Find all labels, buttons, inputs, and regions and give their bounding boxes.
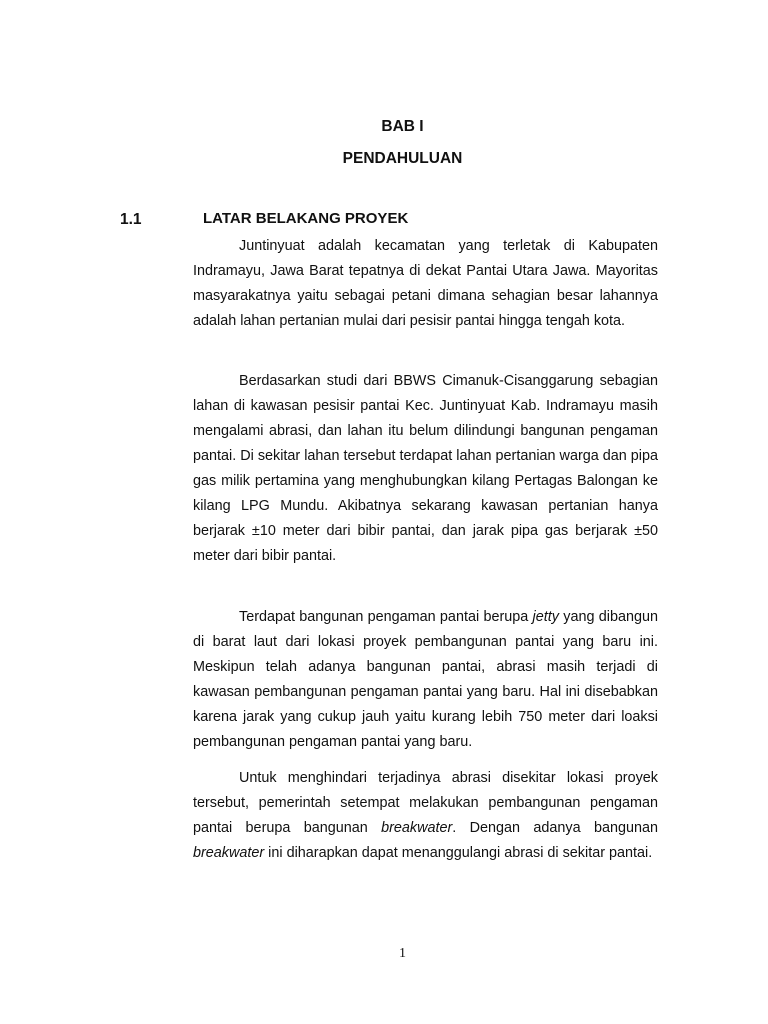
paragraph-4-text-3: ini diharapkan dapat menanggulangi abrasi di sekitar pantai. <box>264 845 653 861</box>
section-title: LATAR BELAKANG PROYEK <box>203 210 409 227</box>
page-number: 1 <box>399 946 406 961</box>
paragraph-3-text-2: yang dibangun di barat laut dari lokasi proyek pembangunan pantai yang baru ini. Meskipun telah adanya bangunan pantai, abrasi masih terjadi di kawasan pembangunan pengaman pantai yang baru. Hal ini disebabkan karena jarak yang cukup jauh yaitu kurang lebih 750 meter dari loaksi pembangunan pengaman pantai yang baru. <box>193 609 658 750</box>
paragraph-1: Juntinyuat adalah kecamatan yang terletak di Kabupaten Indramayu, Jawa Barat tepatnya di dekat Pantai Utara Jawa. Mayoritas masyarakatnya yaitu sebagai petani dimana sehagian besar lahannya adalah lahan pertanian mulai dari pesisir pantai hingga tengah kota. <box>193 238 658 329</box>
breakwater-term: breakwater <box>193 845 265 861</box>
paragraph-4-text-2: . Dengan adanya bangunan <box>452 820 658 836</box>
paragraph-3 <box>193 605 658 755</box>
paragraph-3-text-1: Terdapat bangunan pengaman pantai berupa <box>239 609 533 625</box>
paragraph-2: Berdasarkan studi dari BBWS Cimanuk-Cisanggarung sebagian lahan di kawasan pesisir pantai Kec. Juntinyuat Kab. Indramayu masih mengalami abrasi, dan lahan itu belum dilindungi bangunan pengaman pantai. Di sekitar lahan tersebut terdapat lahan pertanian warga dan pipa gas milik pertamina yang menghubungkan kilang Pertagas Balongan ke kilang LPG Mundu. Akibatnya sekarang kawasan pertanian hanya berjarak ±10 meter dari bibir pantai, dan jarak pipa gas berjarak ±50 meter dari bibir pantai. <box>193 373 658 564</box>
section-number: 1.1 <box>120 211 142 228</box>
chapter-number: BAB I <box>381 118 424 135</box>
chapter-title: PENDAHULUAN <box>342 150 463 167</box>
breakwater-term: breakwater <box>381 820 453 836</box>
paragraph-4-text-1: Untuk menghindari terjadinya abrasi disekitar lokasi proyek tersebut, pemerintah setempat melakukan pembangunan pengaman pantai berupa bangunan <box>193 770 658 836</box>
jetty-term: jetty <box>532 609 559 625</box>
paragraph-4 <box>193 766 658 866</box>
